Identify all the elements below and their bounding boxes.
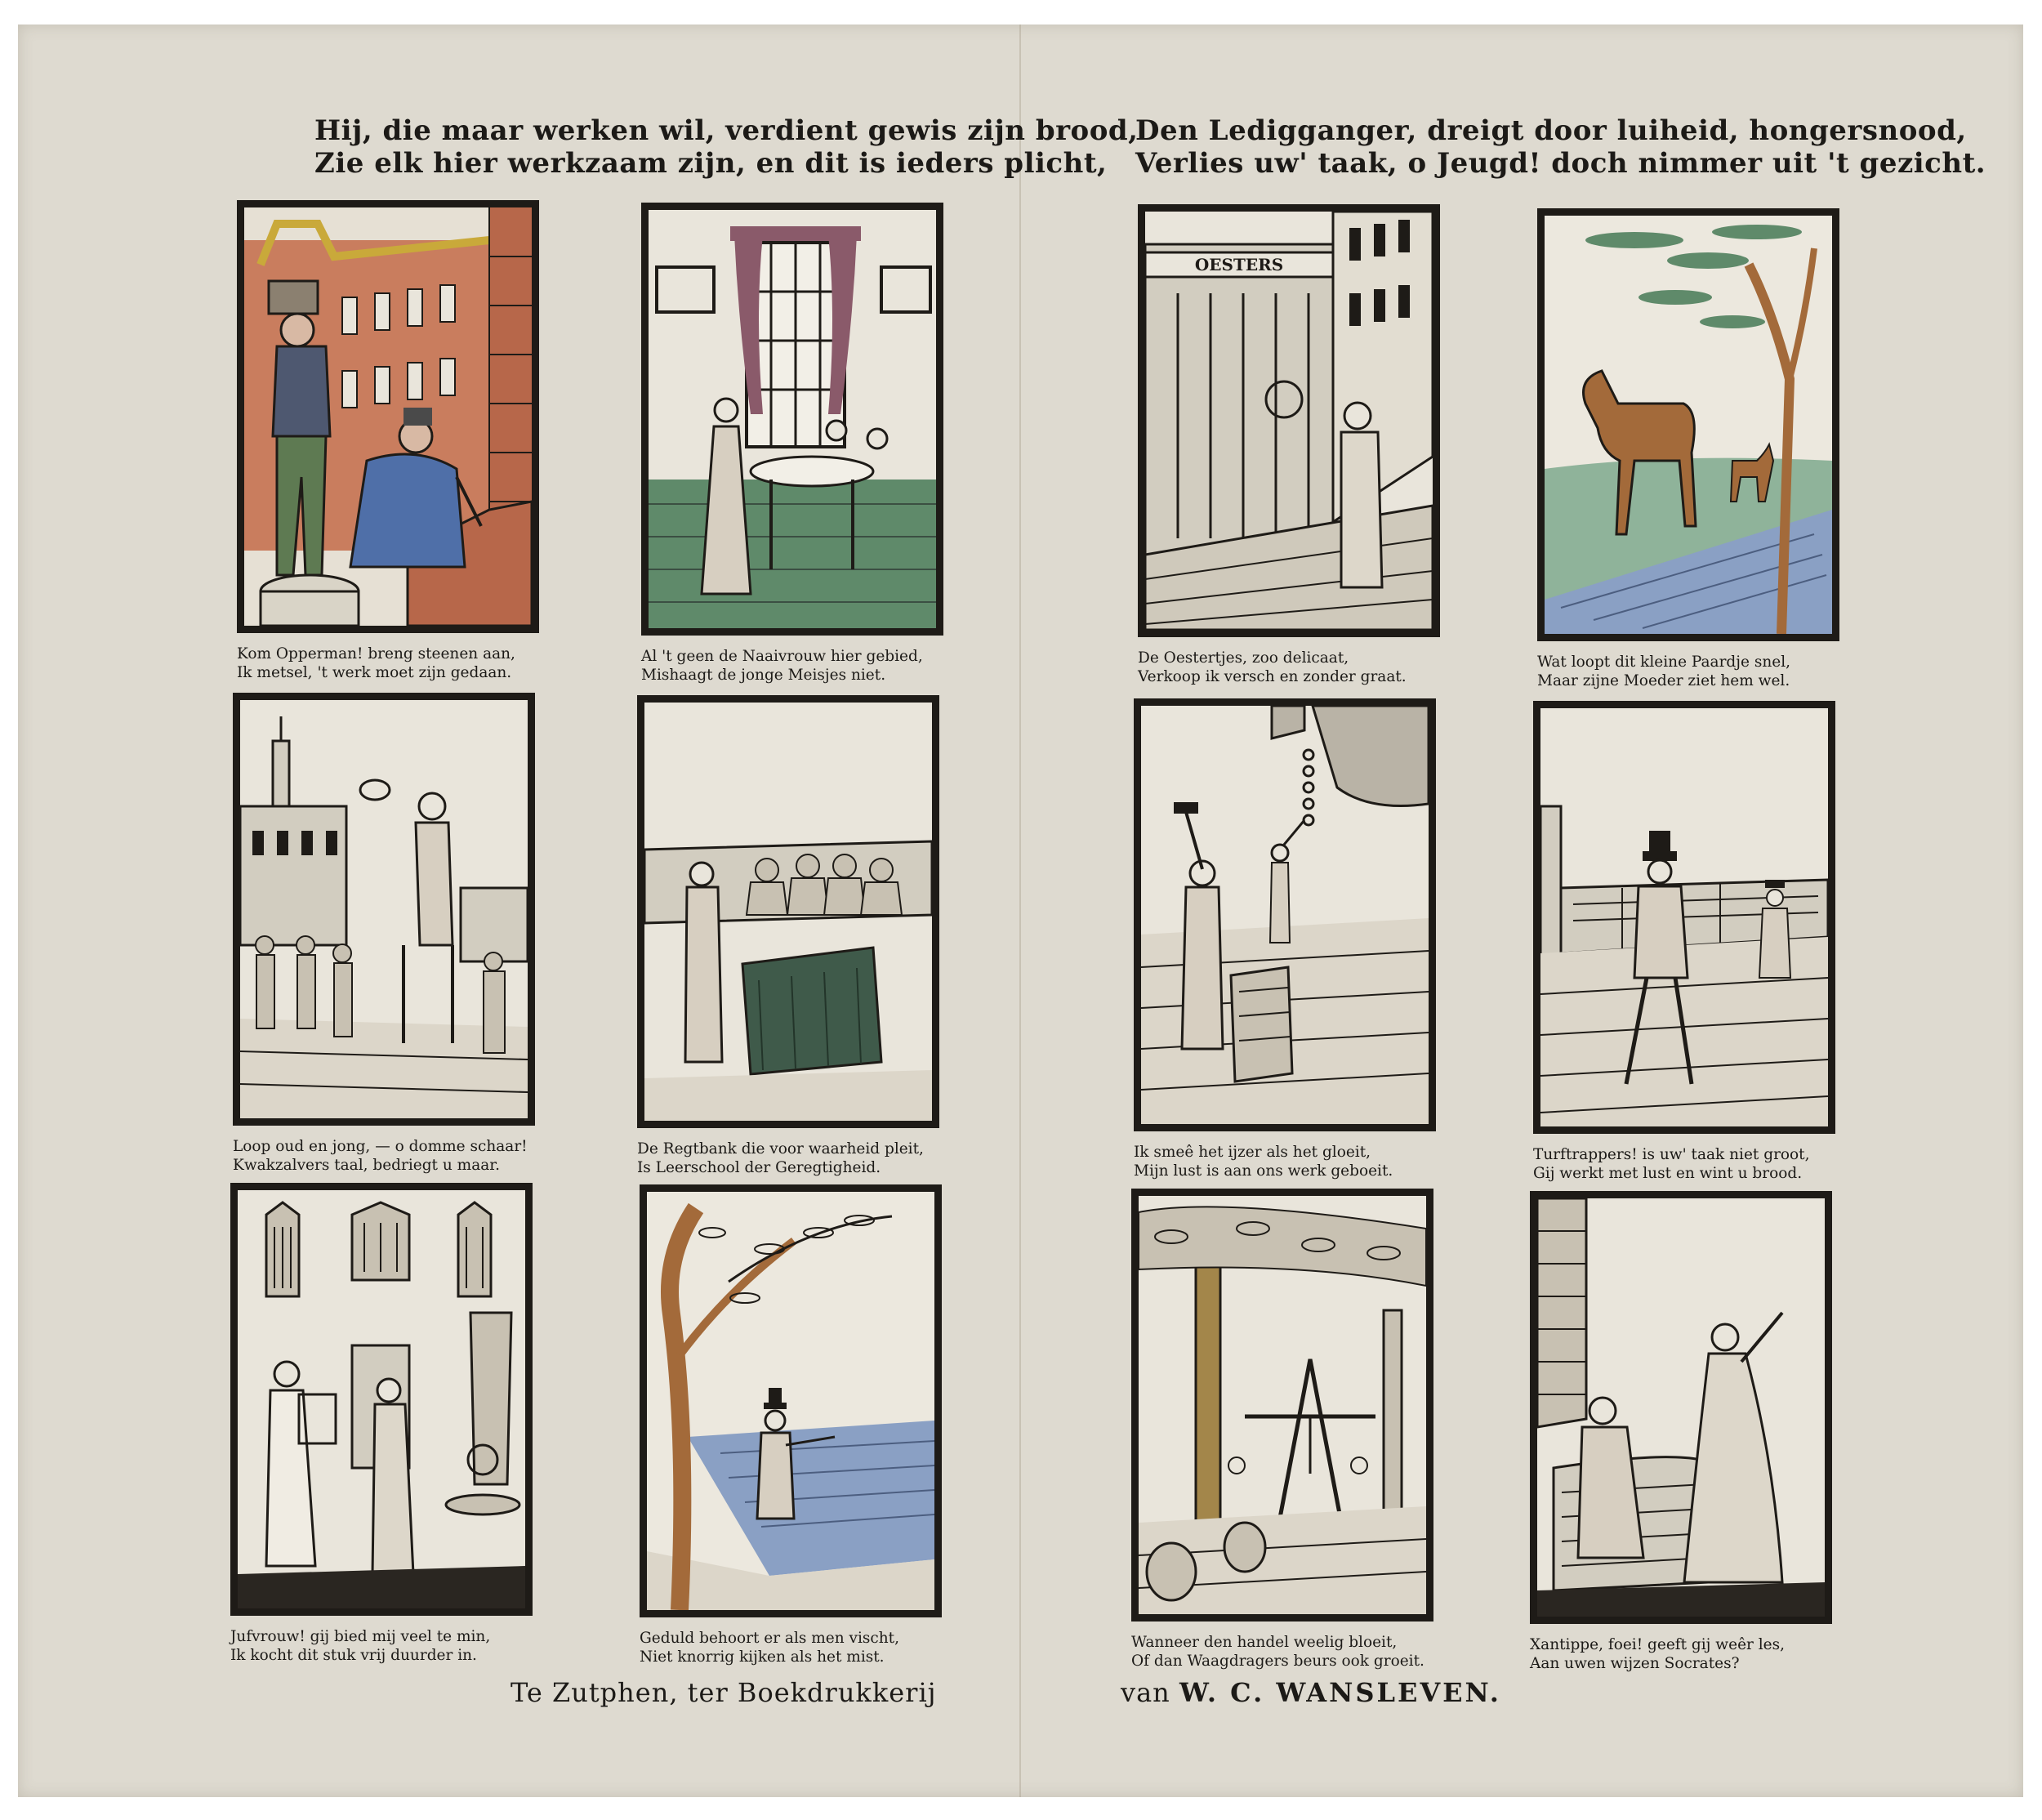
- caption-9: [230, 1627, 573, 1665]
- caption-10-line2: Niet knorrig kijken als het mist.: [640, 1648, 885, 1666]
- header-left-line2: Zie elk hier werkzaam zijn, en dit is ieders plicht,: [314, 147, 1108, 180]
- woodcut-oyster-seller: [1138, 204, 1440, 637]
- caption-12-line2: Aan uwen wijzen Socrates?: [1530, 1655, 1740, 1672]
- caption-1: [237, 645, 580, 682]
- caption-4-line2: Maar zijne Moeder ziet hem wel.: [1537, 672, 1790, 689]
- caption-4: [1537, 653, 1880, 690]
- header-verse-right: [1135, 114, 1986, 180]
- caption-12-line1: Xantippe, foei! geeft gij weêr les,: [1530, 1636, 1785, 1653]
- caption-11-line2: Of dan Waagdragers beurs ook groeit.: [1131, 1653, 1424, 1670]
- caption-7-line2: Mijn lust is aan ons werk geboeit.: [1134, 1162, 1393, 1180]
- caption-12: [1530, 1635, 1873, 1673]
- woodcut-seamstress: [641, 203, 943, 636]
- caption-6-line2: Is Leerschool der Geregtigheid.: [637, 1159, 881, 1176]
- caption-6: [637, 1140, 980, 1177]
- caption-2-line2: Mishaagt de jonge Meisjes niet.: [641, 667, 886, 684]
- caption-6-line1: De Regtbank die voor waarheid pleit,: [637, 1140, 924, 1158]
- caption-3-line1: De Oestertjes, zoo delicaat,: [1138, 649, 1349, 667]
- caption-4-line1: Wat loopt dit kleine Paardje snel,: [1537, 654, 1790, 671]
- woodcut-horse-and-foal: [1537, 208, 1839, 641]
- caption-1-line1: Kom Opperman! breng steenen aan,: [237, 645, 515, 662]
- caption-9-line1: Jufvrouw! gij bied mij veel te min,: [230, 1628, 491, 1645]
- imprint-right-prefix: van: [1121, 1677, 1170, 1708]
- woodcut-peat-treaders: [1533, 701, 1835, 1134]
- woodcut-weigh-house-porters: [1131, 1189, 1433, 1621]
- caption-1-line2: Ik metsel, 't werk moet zijn gedaan.: [237, 664, 512, 681]
- caption-11-line1: Wanneer den handel weelig bloeit,: [1131, 1634, 1398, 1651]
- caption-3-line2: Verkoop ik versch en zonder graat.: [1138, 668, 1407, 685]
- header-right-line2: Verlies uw' taak, o Jeugd! doch nimmer uit 't gezicht.: [1135, 147, 1986, 180]
- header-right-line1: Den Ledigganger, dreigt door luiheid, hongersnood,: [1135, 114, 1967, 147]
- caption-7: [1134, 1143, 1477, 1180]
- caption-8: [1533, 1145, 1876, 1183]
- caption-2-line1: Al 't geen de Naaivrouw hier gebied,: [641, 648, 923, 665]
- oyster-shop-sign: OESTERS: [1194, 255, 1284, 274]
- woodcut-bricklayers: [237, 200, 539, 633]
- header-left-line1: Hij, die maar werken wil, verdient gewis zijn brood,: [314, 114, 1139, 147]
- woodcut-shop-lady: [230, 1183, 533, 1616]
- caption-7-line1: Ik smeê het ijzer als het gloeit,: [1134, 1144, 1371, 1161]
- imprint-right: [1121, 1676, 1501, 1709]
- imprint-left-text: Te Zutphen, ter Boekdrukkerij: [510, 1677, 937, 1708]
- caption-5-line1: Loop oud en jong, — o domme schaar!: [233, 1138, 528, 1155]
- caption-9-line2: Ik kocht dit stuk vrij duurder in.: [230, 1647, 477, 1664]
- caption-5-line2: Kwakzalvers taal, bedriegt u maar.: [233, 1157, 500, 1174]
- woodcut-xanthippe-socrates: [1530, 1191, 1832, 1624]
- center-fold: [1019, 25, 1021, 1797]
- imprint-left: [510, 1676, 937, 1709]
- printer-name: W. C. WANSLEVEN.: [1179, 1677, 1501, 1708]
- woodcut-angler: [640, 1184, 942, 1617]
- caption-8-line2: Gij werkt met lust en wint u brood.: [1533, 1165, 1803, 1182]
- caption-11: [1131, 1633, 1474, 1671]
- caption-3: [1138, 649, 1481, 686]
- woodcut-quack-doctor: [233, 693, 535, 1126]
- woodcut-court-of-justice: [637, 695, 939, 1128]
- woodcut-blacksmith: [1134, 698, 1436, 1131]
- header-verse-left: [314, 114, 1138, 180]
- caption-10: [640, 1629, 983, 1666]
- caption-8-line1: Turftrappers! is uw' taak niet groot,: [1533, 1146, 1810, 1163]
- caption-5: [233, 1137, 576, 1175]
- caption-2: [641, 647, 984, 685]
- caption-10-line1: Geduld behoort er als men vischt,: [640, 1630, 899, 1647]
